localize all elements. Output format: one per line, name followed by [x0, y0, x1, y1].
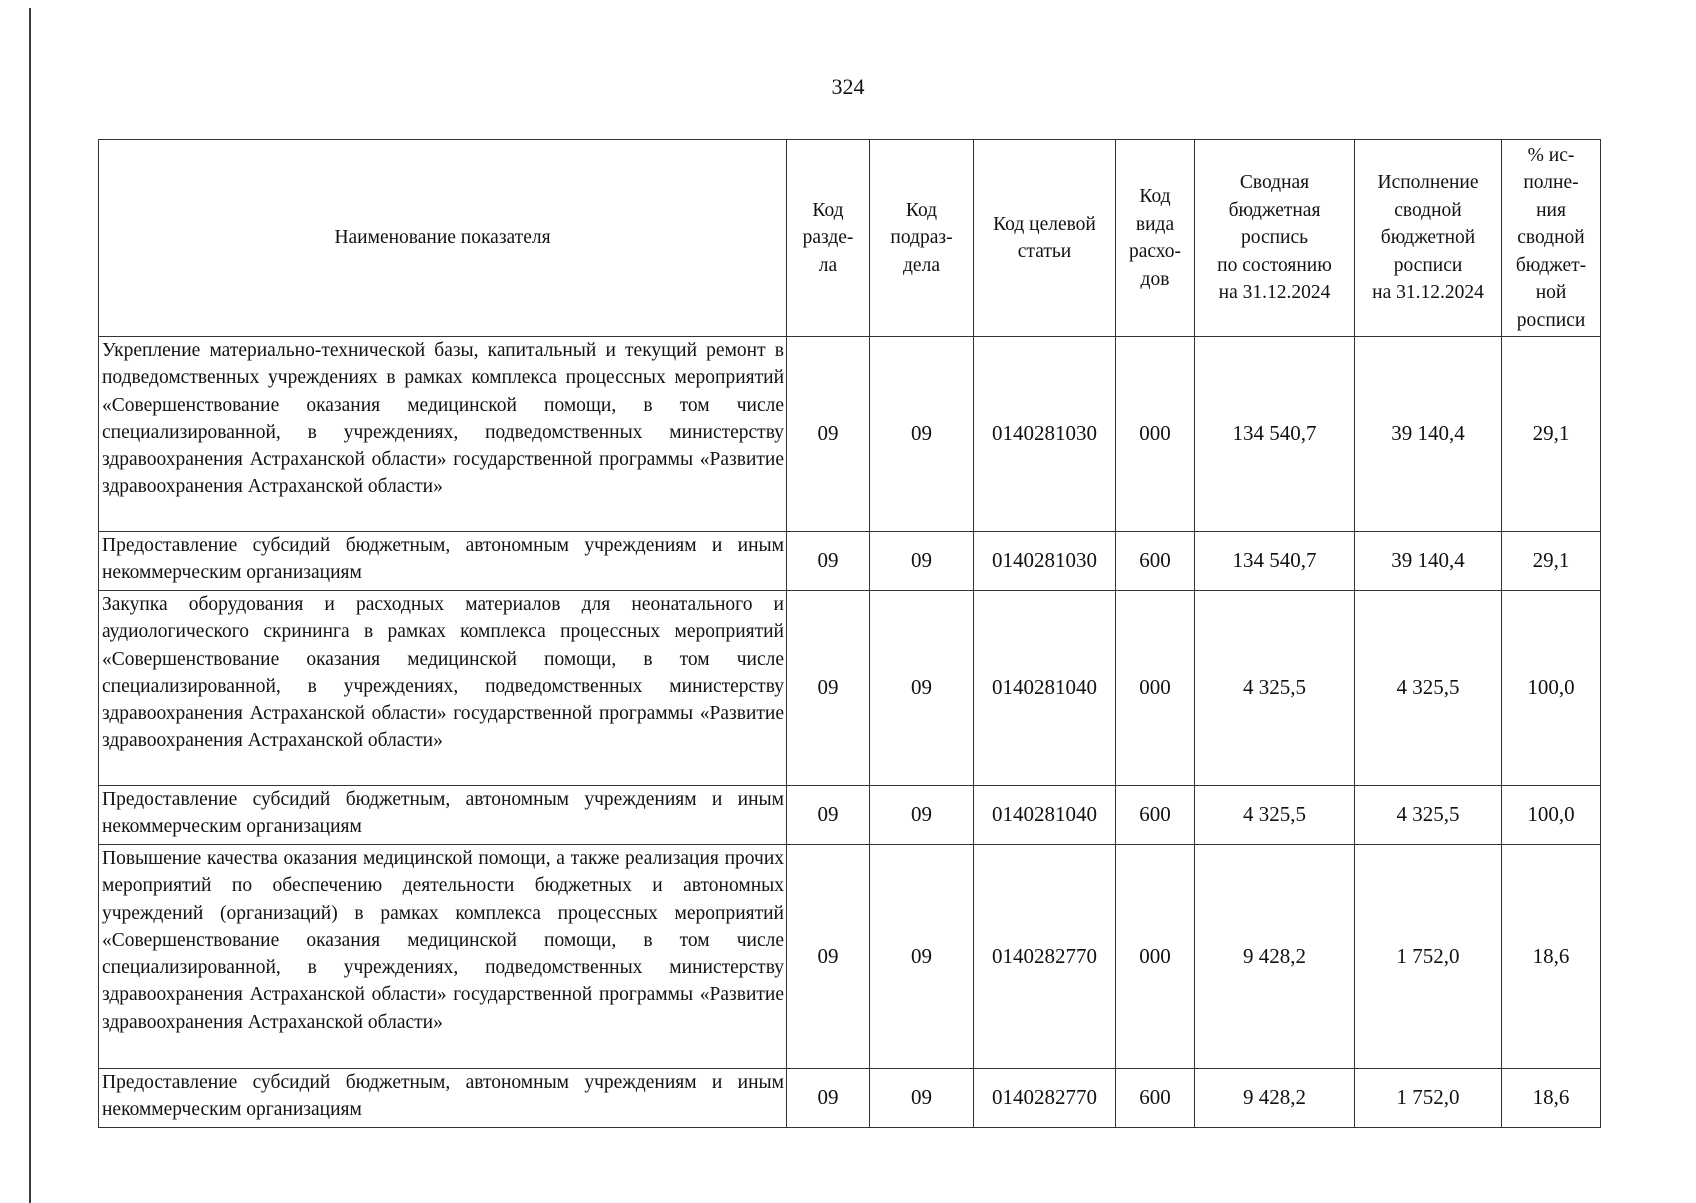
- page-binding-line: [29, 8, 31, 1203]
- row-expense-type: 000: [1116, 845, 1195, 1069]
- row-name: Укрепление материально-технической базы, капитальный и текущий ремонт в подведомственных учреждениях в рамках комплекса процессных мероприятий «Совершенствование оказания медицинской помощи, в том числе специализированной, в учреждениях, подведомственных министерству здравоохранения Астраханской области» государственной программы «Развитие здравоохранения Астраханской области»: [99, 337, 787, 532]
- row-subsection: 09: [870, 337, 974, 532]
- row-expense-type: 000: [1116, 337, 1195, 532]
- row-target-article: 0140281030: [974, 532, 1116, 591]
- row-execution: 39 140,4: [1355, 337, 1502, 532]
- header-subsection: [870, 140, 974, 337]
- page-number: 324: [831, 74, 865, 99]
- row-consolidated: 4 325,5: [1195, 786, 1355, 845]
- row-expense-type: 600: [1116, 532, 1195, 591]
- row-subsection: 09: [870, 532, 974, 591]
- header-percent: [1502, 140, 1601, 337]
- row-target-article: 0140281030: [974, 337, 1116, 532]
- header-consolidated-lines: Сводная бюджетная роспись по состоянию на 31.12.2024: [1217, 172, 1332, 304]
- row-section: 09: [787, 337, 870, 532]
- header-name: [99, 140, 787, 337]
- row-consolidated: 134 540,7: [1195, 337, 1355, 532]
- table-row: [99, 337, 1601, 532]
- header-expense-type: [1116, 140, 1195, 337]
- row-expense-type: 600: [1116, 786, 1195, 845]
- table-row: [99, 591, 1601, 786]
- table-row: [99, 532, 1601, 591]
- row-name: Предоставление субсидий бюджетным, автономным учреждениям и иным некоммерческим организациям: [99, 1069, 787, 1128]
- row-subsection: 09: [870, 845, 974, 1069]
- row-name: Повышение качества оказания медицинской помощи, а также реализация прочих мероприятий по обеспечению деятельности бюджетных и автономных учреждений (организаций) в рамках комплекса процессных мероприятий «Совершенствование оказания медицинской помощи, в том числе специализированной, в учреждениях, подведомственных министерству здравоохранения Астраханской области» государственной программы «Развитие здравоохранения Астраханской области»: [99, 845, 787, 1069]
- row-subsection: 09: [870, 1069, 974, 1128]
- row-consolidated: 4 325,5: [1195, 591, 1355, 786]
- row-execution: 4 325,5: [1355, 591, 1502, 786]
- header-execution: [1355, 140, 1502, 337]
- row-execution: 39 140,4: [1355, 532, 1502, 591]
- row-percent: 18,6: [1502, 1069, 1601, 1128]
- row-expense-type: 000: [1116, 591, 1195, 786]
- row-consolidated: 9 428,2: [1195, 845, 1355, 1069]
- row-subsection: 09: [870, 786, 974, 845]
- row-percent: 100,0: [1502, 591, 1601, 786]
- header-section-lines: Код разде- ла: [802, 199, 854, 276]
- row-target-article: 0140281040: [974, 786, 1116, 845]
- row-section: 09: [787, 845, 870, 1069]
- row-name: Закупка оборудования и расходных материалов для неонатального и аудиологического скрининга в рамках комплекса процессных мероприятий «Совершенствование оказания медицинской помощи, в том числе специализированной, в учреждениях, подведомственных министерству здравоохранения Астраханской области» государственной программы «Развитие здравоохранения Астраханской области»: [99, 591, 787, 786]
- header-name-text: Наименование показателя: [334, 227, 551, 249]
- header-consolidated: [1195, 140, 1355, 337]
- row-percent: 29,1: [1502, 337, 1601, 532]
- table-header-row: [99, 140, 1601, 337]
- header-section: [787, 140, 870, 337]
- header-target-article: [974, 140, 1116, 337]
- row-section: 09: [787, 1069, 870, 1128]
- table-row: [99, 786, 1601, 845]
- row-target-article: 0140282770: [974, 1069, 1116, 1128]
- row-execution: 1 752,0: [1355, 1069, 1502, 1128]
- header-percent-lines: % ис- полне- ния сводной бюджет- ной росписи: [1515, 144, 1587, 331]
- row-subsection: 09: [870, 591, 974, 786]
- header-target-article-lines: Код целевой статьи: [993, 213, 1096, 262]
- row-percent: 100,0: [1502, 786, 1601, 845]
- table-row: [99, 845, 1601, 1069]
- row-percent: 18,6: [1502, 845, 1601, 1069]
- row-section: 09: [787, 532, 870, 591]
- row-section: 09: [787, 786, 870, 845]
- header-expense-type-lines: Код вида расхо- дов: [1128, 186, 1182, 290]
- row-percent: 29,1: [1502, 532, 1601, 591]
- row-target-article: 0140281040: [974, 591, 1116, 786]
- row-name: Предоставление субсидий бюджетным, автономным учреждениям и иным некоммерческим организациям: [99, 786, 787, 845]
- row-execution: 1 752,0: [1355, 845, 1502, 1069]
- row-section: 09: [787, 591, 870, 786]
- budget-execution-table: [98, 139, 1601, 1128]
- row-consolidated: 9 428,2: [1195, 1069, 1355, 1128]
- table-row: [99, 1069, 1601, 1128]
- row-target-article: 0140282770: [974, 845, 1116, 1069]
- row-execution: 4 325,5: [1355, 786, 1502, 845]
- row-consolidated: 134 540,7: [1195, 532, 1355, 591]
- header-execution-lines: Исполнение сводной бюджетной росписи на 31.12.2024: [1372, 172, 1484, 304]
- header-subsection-lines: Код подраз- дела: [890, 199, 953, 276]
- row-expense-type: 600: [1116, 1069, 1195, 1128]
- row-name: Предоставление субсидий бюджетным, автономным учреждениям и иным некоммерческим организациям: [99, 532, 787, 591]
